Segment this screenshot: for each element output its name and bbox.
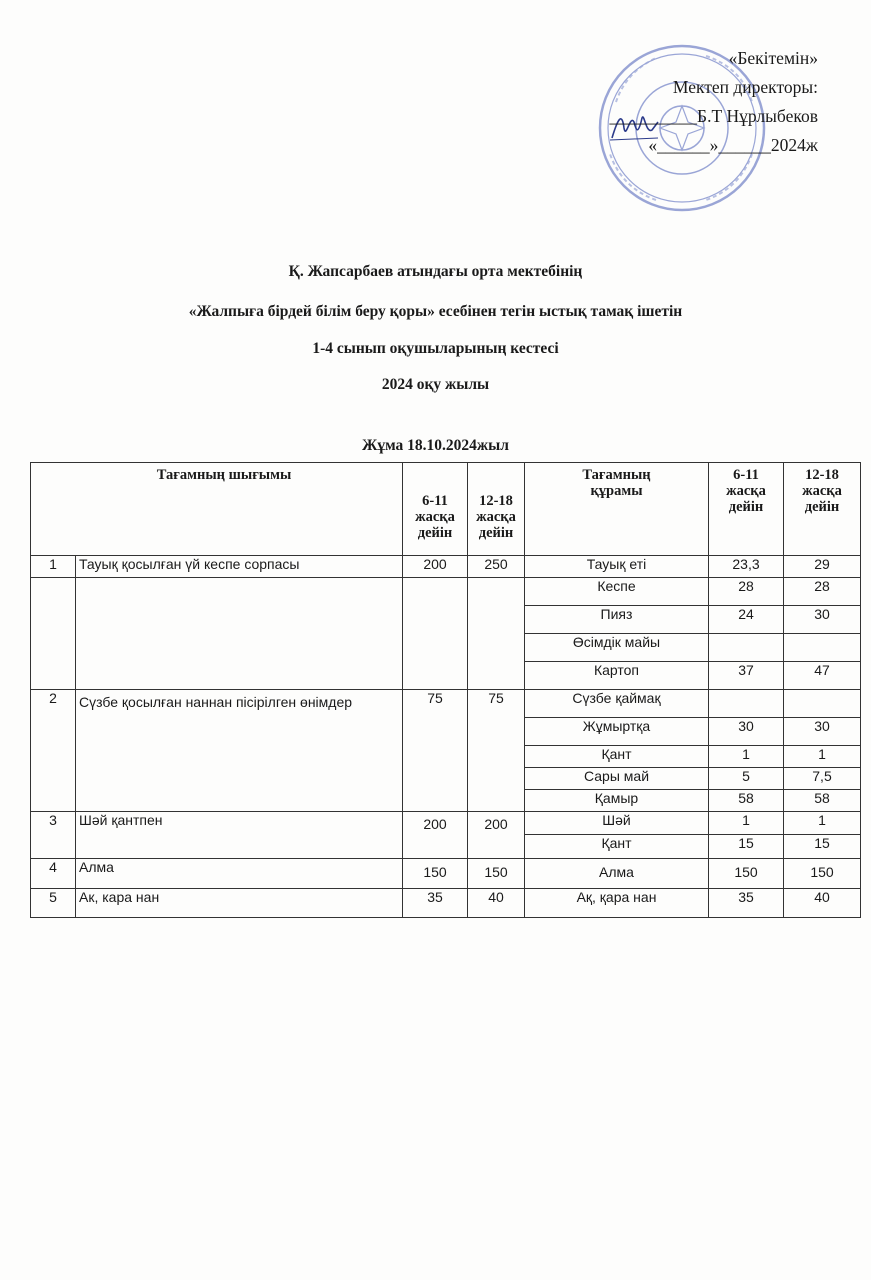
ingredient-12-18: 47 <box>784 662 861 690</box>
ingredient-6-11: 58 <box>709 790 784 812</box>
approval-year: 2024ж <box>770 135 818 155</box>
ingredient-12-18: 15 <box>784 835 861 859</box>
empty-cell <box>403 578 468 690</box>
ingredient-name: Сары май <box>525 768 709 790</box>
dish-yield-12-18: 150 <box>468 859 525 889</box>
ingredient-name: Шәй <box>525 812 709 835</box>
ingredient-6-11: 23,3 <box>709 556 784 578</box>
ingredient-12-18 <box>784 634 861 662</box>
dish-yield-12-18: 40 <box>468 889 525 918</box>
header-composition: Тағамның құрамы <box>525 463 709 556</box>
table-row <box>31 859 861 889</box>
ingredient-name: Алма <box>525 859 709 889</box>
dish-yield-12-18: 250 <box>468 556 525 578</box>
ingredient-12-18: 40 <box>784 889 861 918</box>
approval-position: Мектеп директоры: <box>672 77 818 97</box>
dish-name: Алма <box>76 859 403 889</box>
ingredient-12-18: 58 <box>784 790 861 812</box>
title-line-1: Қ. Жапсарбаев атындағы орта мектебінің <box>288 263 583 280</box>
ingredient-name: Тауық еті <box>525 556 709 578</box>
ingredient-12-18: 28 <box>784 578 861 606</box>
ingredient-12-18: 30 <box>784 606 861 634</box>
approval-director-name: __________Б.Т Нұрлыбеков <box>609 106 818 126</box>
table-row <box>31 578 861 606</box>
ingredient-6-11 <box>709 634 784 662</box>
empty-cell <box>31 578 76 690</box>
title-line-4: 2024 оқу жылы <box>381 376 490 393</box>
dish-yield-12-18: 75 <box>468 690 525 812</box>
ingredient-name: Картоп <box>525 662 709 690</box>
table-row <box>31 812 861 835</box>
approval-block <box>610 44 818 160</box>
dish-name: Сүзбе қосылған наннан пісірілген өнімдер <box>76 690 403 812</box>
dish-yield-6-11: 150 <box>403 859 468 889</box>
dish-number: 5 <box>31 889 76 918</box>
ingredient-12-18: 1 <box>784 812 861 835</box>
ingredient-6-11: 28 <box>709 578 784 606</box>
ingredient-name: Ақ, қара нан <box>525 889 709 918</box>
table-row <box>31 690 861 718</box>
dish-yield-12-18: 200 <box>468 812 525 859</box>
ingredient-name: Сүзбе қаймақ <box>525 690 709 718</box>
header-dish: Тағамның шығымы <box>31 463 403 556</box>
ingredient-6-11: 150 <box>709 859 784 889</box>
dish-number: 2 <box>31 690 76 812</box>
date-quote-open: « <box>648 135 658 155</box>
table-row <box>31 556 861 578</box>
ingredient-6-11: 1 <box>709 746 784 768</box>
dish-name: Ак, кара нан <box>76 889 403 918</box>
ingredient-12-18: 29 <box>784 556 861 578</box>
ingredient-name: Өсімдік майы <box>525 634 709 662</box>
ingredient-12-18: 150 <box>784 859 861 889</box>
title-line-2: «Жалпыға бірдей білім беру қоры» есебінен тегін ыстық тамақ ішетін <box>188 303 683 320</box>
approval-date: «______»______2024ж <box>648 135 818 155</box>
date-quote-close: » <box>709 135 719 155</box>
ingredient-name: Қант <box>525 835 709 859</box>
table-row <box>31 889 861 918</box>
dish-number: 3 <box>31 812 76 859</box>
director-name: Б.Т Нұрлыбеков <box>697 106 818 126</box>
ingredient-6-11: 5 <box>709 768 784 790</box>
dish-yield-6-11: 200 <box>403 556 468 578</box>
header-age-6-11: 6-11 жасқа дейін <box>403 463 468 556</box>
ingredient-6-11 <box>709 690 784 718</box>
dish-yield-6-11: 35 <box>403 889 468 918</box>
header-age-12-18: 12-18 жасқа дейін <box>468 463 525 556</box>
day-date: Жұма 18.10.2024жыл <box>362 437 509 454</box>
ingredient-name: Қамыр <box>525 790 709 812</box>
ingredient-12-18: 1 <box>784 746 861 768</box>
ingredient-name: Жұмыртқа <box>525 718 709 746</box>
ingredient-6-11: 37 <box>709 662 784 690</box>
ingredient-name: Қант <box>525 746 709 768</box>
ingredient-name: Кеспе <box>525 578 709 606</box>
ingredient-6-11: 1 <box>709 812 784 835</box>
ingredient-6-11: 15 <box>709 835 784 859</box>
ingredient-6-11: 24 <box>709 606 784 634</box>
dish-yield-6-11: 75 <box>403 690 468 812</box>
dish-number: 4 <box>31 859 76 889</box>
ingredient-6-11: 35 <box>709 889 784 918</box>
approval-heading: «Бекітемін» <box>728 48 818 68</box>
ingredient-6-11: 30 <box>709 718 784 746</box>
ingredient-12-18: 30 <box>784 718 861 746</box>
empty-cell <box>76 578 403 690</box>
ingredient-name: Пияз <box>525 606 709 634</box>
ingredient-12-18: 7,5 <box>784 768 861 790</box>
empty-cell <box>468 578 525 690</box>
dish-yield-6-11: 200 <box>403 812 468 859</box>
dish-number: 1 <box>31 556 76 578</box>
dish-name: Шәй қантпен <box>76 812 403 859</box>
title-line-3: 1-4 сынып оқушыларының кестесі <box>312 340 559 357</box>
header-comp-age-6-11: 6-11 жасқа дейін <box>709 463 784 556</box>
dish-name: Тауық қосылған үй кеспе сорпасы <box>76 556 403 578</box>
ingredient-12-18 <box>784 690 861 718</box>
header-comp-age-12-18: 12-18 жасқа дейін <box>784 463 861 556</box>
menu-table <box>30 462 861 918</box>
